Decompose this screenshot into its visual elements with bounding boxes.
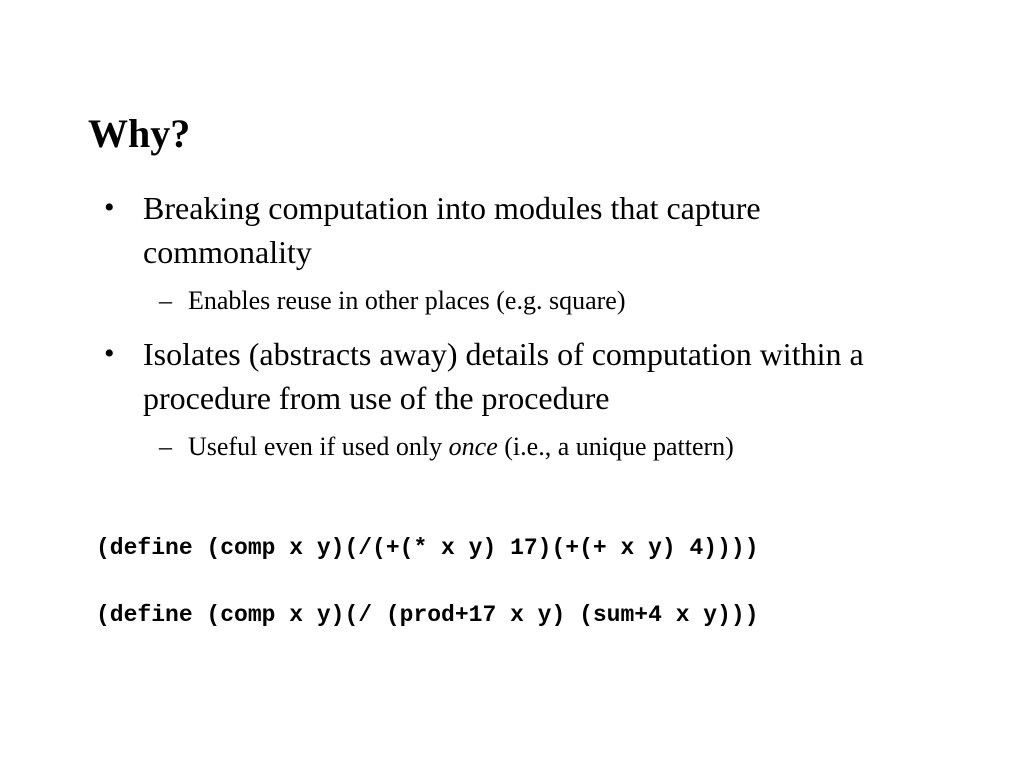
bullet-text: Breaking computation into modules that capture commonality	[143, 190, 761, 270]
bullet-item-1	[104, 186, 934, 318]
sub-bullet-marker: –	[159, 286, 172, 315]
bullet-marker: •	[104, 191, 115, 224]
sub-bullet-text-after: (i.e., a unique pattern)	[497, 432, 734, 461]
code-line-1: (define (comp x y)(/(+(* x y) 17)(+(+ x y) 4))))	[96, 535, 759, 561]
bullet-text: Isolates (abstracts away) details of computation within a procedure from use of the procedure	[143, 336, 864, 416]
sub-bullet-marker: –	[159, 432, 172, 461]
sub-bullet-text-before: Useful even if used only	[188, 432, 449, 461]
slide-title: Why?	[88, 111, 191, 156]
code-line-2: (define (comp x y)(/ (prod+17 x y) (sum+4 x y)))	[96, 602, 759, 628]
bullet-item-2	[104, 332, 934, 464]
sub-bullet-item-2	[143, 430, 934, 464]
bullet-marker: •	[104, 337, 115, 370]
bullet-list	[104, 186, 934, 478]
sub-bullet-text: Enables reuse in other places (e.g. square)	[188, 286, 626, 315]
sub-bullet-item-1	[143, 284, 934, 318]
sub-bullet-text-italic: once	[448, 432, 498, 461]
